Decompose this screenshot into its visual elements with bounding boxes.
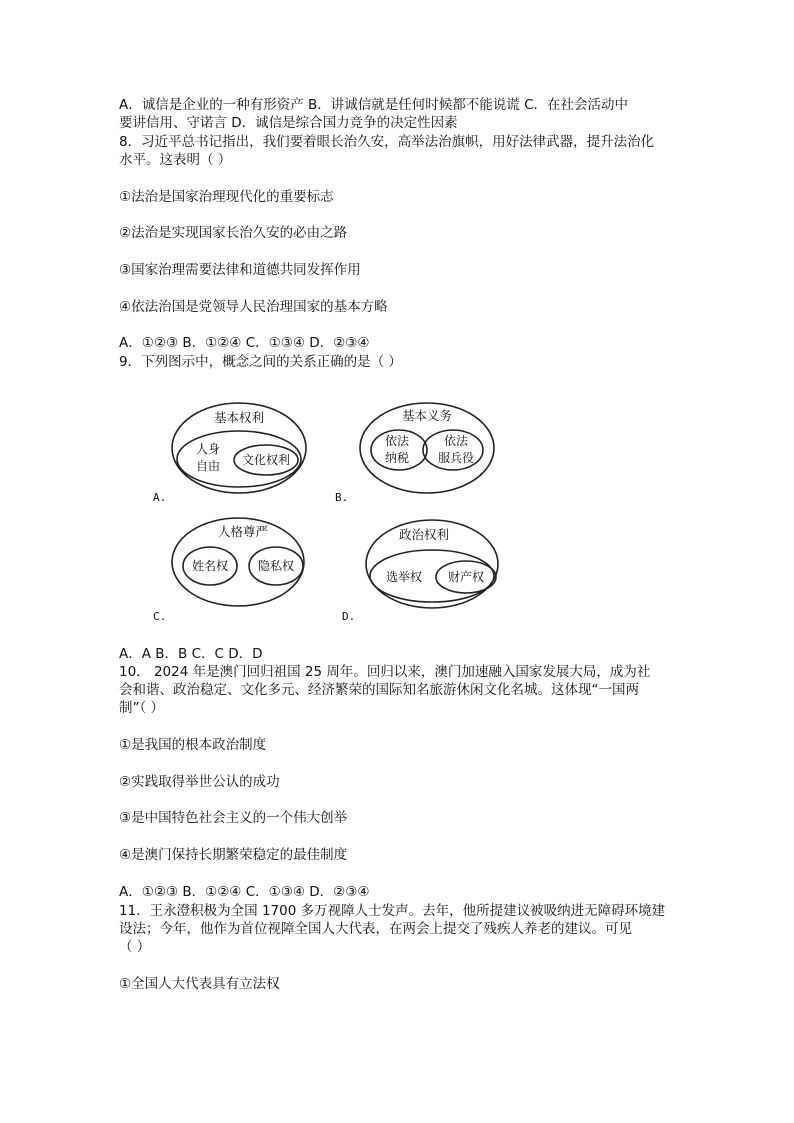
q11-item-1: ①全国人大代表具有立法权 [119,976,280,992]
diagram-c-letter: C. [153,610,167,623]
q9-stem: 9．下列图示中，概念之间的关系正确的是（ ） [119,354,402,370]
q8-options: A．①②③ B．①②④ C．①③④ D．②③④ [119,335,370,351]
diagram-a-letter: A. [153,491,167,504]
diagram-a-inner-label: 文化权利 [241,453,291,467]
diagram-a-outer-label: 基本权利 [213,410,265,425]
diagram-d-letter: D. [342,610,356,623]
diagram-a-left-label-2: 自由 [195,459,221,473]
diagram-d-left-label: 选举权 [385,570,423,584]
q7-options-line2: 要讲信用、守诺言 D．诚信是综合国力竞争的决定性因素 [119,115,458,131]
q10-item-2: ②实践取得举世公认的成功 [119,774,280,790]
diagram-d-outer-label: 政治权利 [398,527,450,542]
diagram-b-right-label: 依法 [443,434,469,448]
q10-item-4: ④是澳门保持长期繁荣稳定的最佳制度 [119,847,348,863]
q10-item-3: ③是中国特色社会主义的一个伟大创举 [119,810,348,826]
q10-options: A．①②③ B．①②④ C．①③④ D．②③④ [119,884,370,900]
diagram-d-inner-label: 财产权 [447,570,485,584]
q9-options: A．A B．B C．C D．D [119,646,263,662]
q10-stem-line1: 10． 2024 年是澳门回归祖国 25 周年。回归以来，澳门加速融入国家发展大局，成为社 [119,664,651,680]
q8-item-3: ③国家治理需要法律和道德共同发挥作用 [119,262,361,278]
q8-item-4: ④依法治国是党领导人民治理国家的基本方略 [119,299,388,315]
diagram-c-right-label: 隐私权 [257,559,295,573]
diagram-d [362,515,512,615]
diagram-c [168,512,318,612]
diagram-c-outer-label: 人格尊严 [217,524,269,539]
diagram-b-left-label-2: 纳税 [384,451,410,465]
q8-item-1: ①法治是国家治理现代化的重要标志 [119,189,334,205]
diagram-b [355,398,505,498]
diagram-b-outer-label: 基本义务 [401,408,453,423]
q10-stem-line2: 会和谐、政治稳定、文化多元、经济繁荣的国际知名旅游休闲文化名城。这体现“一国两 [119,682,639,698]
diagram-b-left-label: 依法 [384,434,410,448]
diagram-b-letter: B. [335,491,349,504]
q11-stem-line2: 设法；今年，他作为首位视障全国人大代表，在两会上提交了残疾人养老的建议。可见 [119,921,632,937]
q7-options-line1: A．诚信是企业的一种有形资产 B．讲诚信就是任何时候都不能说谎 C．在社会活动中 [119,97,629,113]
q10-item-1: ①是我国的根本政治制度 [119,737,267,753]
q11-stem-line1: 11．王永澄积极为全国 1700 多万视障人士发声。去年，他所提建议被吸纳进无障碍环境建 [119,903,666,919]
diagram-a [168,398,318,498]
diagram-a-left-label: 人身 [195,442,221,456]
diagram-c-left-label: 姓名权 [191,559,229,573]
diagram-b-right-label-2: 服兵役 [437,451,475,465]
q8-stem-line1: 8．习近平总书记指出，我们要着眼长治久安，高举法治旗帜，用好法律武器，提升法治化 [119,134,655,150]
q8-item-2: ②法治是实现国家长治久安的必由之路 [119,225,348,241]
q8-stem-line2: 水平。这表明（ ） [119,152,232,168]
q10-stem-line3: 制”（ ） [119,700,165,716]
q11-stem-line3: （ ） [119,939,151,955]
